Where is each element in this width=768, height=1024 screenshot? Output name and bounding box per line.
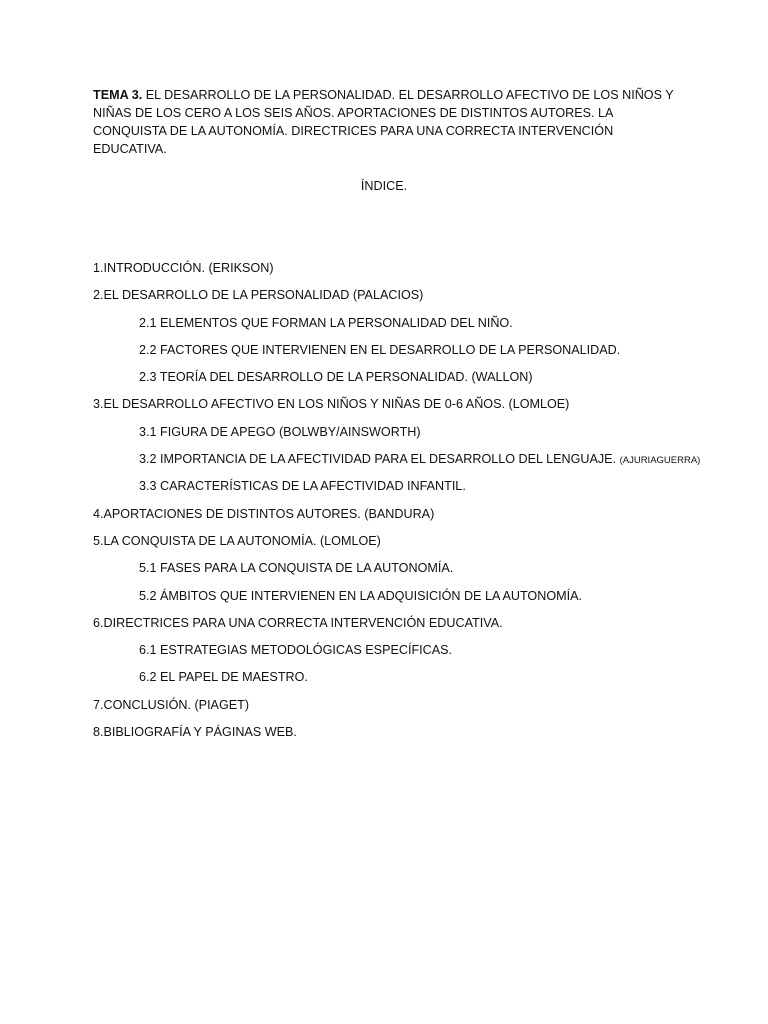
toc-item-author-note: (AJURIAGUERRA) [619,455,701,467]
title-lead: TEMA 3. [93,88,143,102]
toc-item-text: 1.INTRODUCCIÓN. (ERIKSON) [93,261,274,275]
index-heading: ÍNDICE. [360,179,408,193]
toc-item-2-3 [93,368,713,395]
title-text: EL DESARROLLO DE LA PERSONALIDAD. EL DESARROLLO AFECTIVO DE LOS NIÑOS Y NIÑAS DE LOS CERO A LOS SEIS AÑOS. APORTACIONES DE DISTINTOS AUTORES. LA CONQUISTA DE LA AUTONOMÍA. DIRECTRICES PARA UNA CORRECTA INTERVENCIÓN EDUCATIVA. [93,88,674,156]
toc-item-2 [93,286,713,313]
toc-item-text: 3.3 CARACTERÍSTICAS DE LA AFECTIVIDAD INFANTIL. [139,479,466,494]
toc-item-2-1 [93,314,713,341]
toc-item-3-2 [93,450,713,477]
toc-item-1 [93,259,713,286]
toc-item-text: 6.1 ESTRATEGIAS METODOLÓGICAS ESPECÍFICAS. [139,643,453,658]
toc-item-text: 2.1 ELEMENTOS QUE FORMAN LA PERSONALIDAD DEL NIÑO. [139,315,513,330]
toc-item-text: 6.2 EL PAPEL DE MAESTRO. [139,670,308,685]
toc-item-text: 3.1 FIGURA DE APEGO (BOLWBY/AINSWORTH) [139,424,421,439]
toc-item-6-1 [93,641,713,668]
toc-item-4 [93,505,713,532]
toc-item-5-2 [93,587,713,614]
toc-item-text: 2.EL DESARROLLO DE LA PERSONALIDAD (PALACIOS) [93,288,424,303]
toc-item-7 [93,696,713,723]
toc-item-text: 4.APORTACIONES DE DISTINTOS AUTORES. (BANDURA) [93,506,435,521]
toc-item-text: 8.BIBLIOGRAFÍA Y PÁGINAS WEB. [93,725,297,740]
table-of-contents [93,259,713,750]
toc-item-5 [93,532,713,559]
toc-item-text: 5.1 FASES PARA LA CONQUISTA DE LA AUTONOMÍA. [139,561,454,576]
toc-item-6-2 [93,668,713,695]
toc-item-text: 3.2 IMPORTANCIA DE LA AFECTIVIDAD PARA EL DESARROLLO DEL LENGUAJE. [139,452,617,467]
toc-item-text: 2.2 FACTORES QUE INTERVIENEN EN EL DESARROLLO DE LA PERSONALIDAD. [139,342,621,357]
toc-item-3-3 [93,477,713,504]
toc-item-text: 5.LA CONQUISTA DE LA AUTONOMÍA. (LOMLOE) [93,533,381,548]
toc-item-text: 7.CONCLUSIÓN. (PIAGET) [93,697,250,712]
toc-item-text: 5.2 ÁMBITOS QUE INTERVIENEN EN LA ADQUISICIÓN DE LA AUTONOMÍA. [139,588,582,603]
toc-item-6 [93,614,713,641]
toc-item-text: 6.DIRECTRICES PARA UNA CORRECTA INTERVENCIÓN EDUCATIVA. [93,615,503,630]
toc-item-5-1 [93,559,713,586]
toc-item-3 [93,395,713,422]
toc-item-8 [93,723,713,750]
toc-item-3-1 [93,423,713,450]
toc-item-2-2 [93,341,713,368]
document-title [93,86,683,158]
toc-item-text: 3.EL DESARROLLO AFECTIVO EN LOS NIÑOS Y NIÑAS DE 0-6 AÑOS. (LOMLOE) [93,397,570,412]
toc-item-text: 2.3 TEORÍA DEL DESARROLLO DE LA PERSONALIDAD. (WALLON) [139,370,533,385]
